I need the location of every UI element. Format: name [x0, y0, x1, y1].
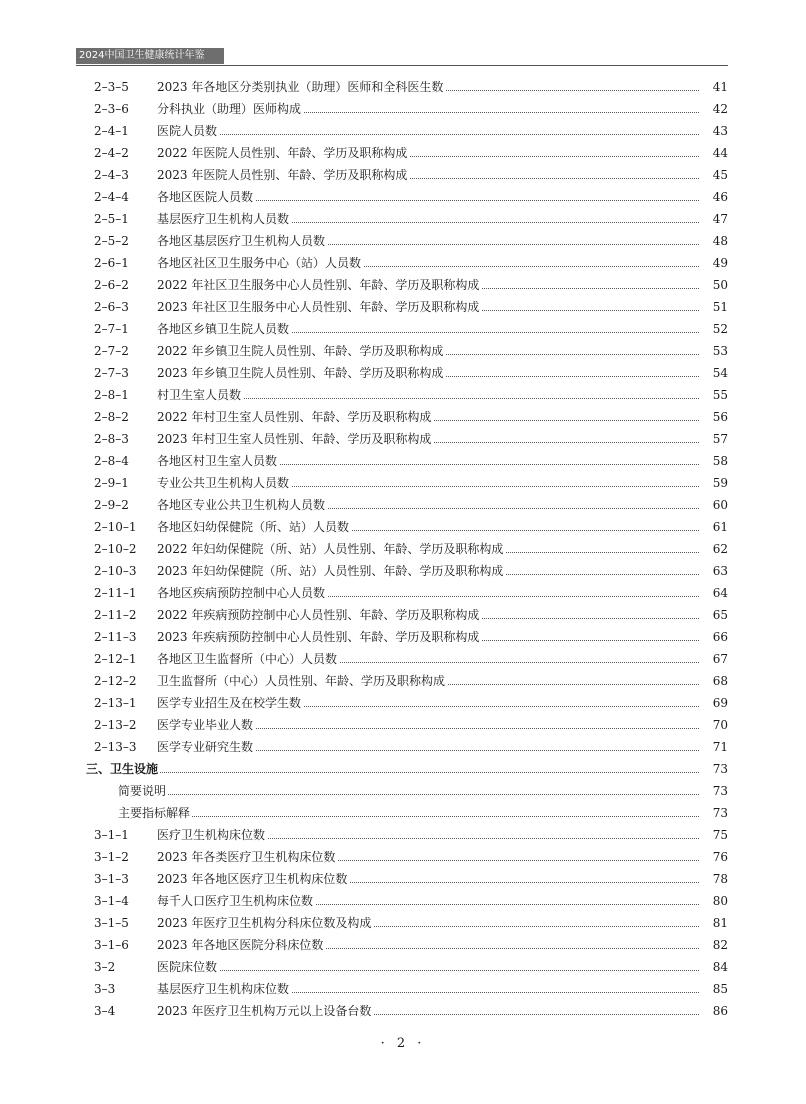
- toc-entry-number: 2–4–4: [94, 190, 129, 204]
- toc-entry-page: 58: [712, 454, 728, 468]
- toc-subentry[interactable]: [0, 780, 806, 802]
- toc-entry[interactable]: [0, 956, 806, 978]
- toc-entry-leader: [157, 912, 699, 934]
- toc-entry-title: 各地区基层医疗卫生机构人员数: [157, 234, 326, 248]
- toc-entry-title: 2023 年村卫生室人员性别、年龄、学历及职称构成: [157, 432, 432, 446]
- toc-entry-number: 2–8–3: [94, 432, 129, 446]
- toc-entry-number: 2–5–2: [94, 234, 129, 248]
- toc-entry-page: 73: [712, 784, 728, 798]
- toc-entry-number: 2–8–2: [94, 410, 129, 424]
- toc-entry[interactable]: [0, 670, 806, 692]
- toc-entry-page: 64: [712, 586, 728, 600]
- toc-entry-page: 50: [712, 278, 728, 292]
- toc-entry-title: 2022 年村卫生室人员性别、年龄、学历及职称构成: [157, 410, 432, 424]
- toc-entry[interactable]: [0, 714, 806, 736]
- toc-entry[interactable]: [0, 318, 806, 340]
- toc-entry-number: 2–4–1: [94, 124, 129, 138]
- toc-entry-leader: [157, 560, 699, 582]
- toc-entry-title: 各地区医院人员数: [157, 190, 254, 204]
- toc-entry[interactable]: [0, 98, 806, 120]
- toc-entry-page: 41: [712, 80, 728, 94]
- toc-entry-leader: [157, 692, 699, 714]
- toc-entry-number: 3–1–5: [94, 916, 129, 930]
- toc-entry-leader: [157, 956, 699, 978]
- toc-entry-leader: [157, 252, 699, 274]
- toc-entry-page: 73: [712, 762, 728, 776]
- toc-entry[interactable]: [0, 384, 806, 406]
- toc-entry-page: 49: [712, 256, 728, 270]
- toc-entry[interactable]: [0, 142, 806, 164]
- toc-entry-title: 分科执业（助理）医师构成: [157, 102, 302, 116]
- toc-entry-title: 2022 年医院人员性别、年龄、学历及职称构成: [157, 146, 408, 160]
- toc-entry-leader: [157, 142, 699, 164]
- toc-entry-page: 86: [712, 1004, 728, 1018]
- toc-entry-page: 60: [712, 498, 728, 512]
- toc-entry-leader: [157, 76, 699, 98]
- toc-entry-title: 基层医疗卫生机构床位数: [157, 982, 290, 996]
- toc-entry-number: 2–5–1: [94, 212, 129, 226]
- toc-entry-title: 2023 年妇幼保健院（所、站）人员性别、年龄、学历及职称构成: [157, 564, 504, 578]
- toc-entry-page: 82: [712, 938, 728, 952]
- toc-entry-title: 医院床位数: [157, 960, 218, 974]
- toc-entry[interactable]: [0, 340, 806, 362]
- toc-entry-title: 各地区卫生监督所（中心）人员数: [157, 652, 338, 666]
- toc-entry-leader: [157, 1000, 699, 1022]
- toc-entry[interactable]: [0, 494, 806, 516]
- toc-entry-title: 各地区妇幼保健院（所、站）人员数: [157, 520, 350, 534]
- toc-entry-page: 51: [712, 300, 728, 314]
- toc-entry-title: 每千人口医疗卫生机构床位数: [157, 894, 314, 908]
- toc-entry-title: 2022 年妇幼保健院（所、站）人员性别、年龄、学历及职称构成: [157, 542, 504, 556]
- toc-entry[interactable]: [0, 692, 806, 714]
- toc-entry-leader: [157, 648, 699, 670]
- toc-entry-leader: [157, 626, 699, 648]
- toc-entry[interactable]: [0, 736, 806, 758]
- toc-entry-number: 2–6–3: [94, 300, 129, 314]
- toc-entry[interactable]: [0, 164, 806, 186]
- toc-entry[interactable]: [0, 868, 806, 890]
- toc-entry-number: 3–1–4: [94, 894, 129, 908]
- toc-entry-title: 医学专业研究生数: [157, 740, 254, 754]
- toc-entry-page: 67: [712, 652, 728, 666]
- toc-entry-leader: [157, 934, 699, 956]
- toc-entry-number: 2–3–5: [94, 80, 129, 94]
- toc-entry-page: 66: [712, 630, 728, 644]
- toc-entry-page: 71: [712, 740, 728, 754]
- toc-entry-number: 3–1–3: [94, 872, 129, 886]
- toc-entry-number: 2–8–1: [94, 388, 129, 402]
- toc-entry-page: 48: [712, 234, 728, 248]
- toc-entry-leader: [118, 802, 699, 824]
- toc-entry-title: 2023 年疾病预防控制中心人员性别、年龄、学历及职称构成: [157, 630, 480, 644]
- toc-entry-leader: [157, 186, 699, 208]
- toc-entry-leader: [157, 868, 699, 890]
- toc-entry-leader: [157, 296, 699, 318]
- toc-entry-page: 47: [712, 212, 728, 226]
- toc-entry-title: 各地区疾病预防控制中心人员数: [157, 586, 326, 600]
- toc-entry[interactable]: [0, 76, 806, 98]
- toc-entry[interactable]: [0, 846, 806, 868]
- toc-entry-title: 简要说明: [118, 784, 167, 798]
- toc-entry-page: 80: [712, 894, 728, 908]
- toc-entry[interactable]: [0, 648, 806, 670]
- toc-entry-leader: [157, 670, 699, 692]
- toc-entry-page: 84: [712, 960, 728, 974]
- toc-entry[interactable]: [0, 604, 806, 626]
- toc-entry-leader: [157, 978, 699, 1000]
- toc-entry-page: 54: [712, 366, 728, 380]
- toc-entry-number: 2–6–2: [94, 278, 129, 292]
- toc-entry-number: 2–4–2: [94, 146, 129, 160]
- toc-entry-leader: [157, 384, 699, 406]
- toc-entry-number: 2–7–2: [94, 344, 129, 358]
- toc-entry-leader: [157, 582, 699, 604]
- toc-entry-title: 2023 年社区卫生服务中心人员性别、年龄、学历及职称构成: [157, 300, 480, 314]
- toc-entry-leader: [118, 780, 699, 802]
- toc-entry-page: 68: [712, 674, 728, 688]
- toc-entry-title: 各地区村卫生室人员数: [157, 454, 278, 468]
- toc-entry-title: 村卫生室人员数: [157, 388, 242, 402]
- toc-entry-number: 3–1–2: [94, 850, 129, 864]
- toc-entry-leader: [157, 472, 699, 494]
- toc-entry-number: 2–13–2: [94, 718, 137, 732]
- toc-entry-page: 76: [712, 850, 728, 864]
- toc-subentry[interactable]: [0, 802, 806, 824]
- toc-entry[interactable]: [0, 560, 806, 582]
- toc-entry-title: 专业公共卫生机构人员数: [157, 476, 290, 490]
- table-of-contents: [0, 76, 806, 1022]
- toc-entry-number: 2–9–2: [94, 498, 129, 512]
- running-header: 2024中国卫生健康统计年鉴: [76, 48, 224, 64]
- toc-entry-leader: [157, 164, 699, 186]
- toc-entry[interactable]: [0, 626, 806, 648]
- toc-entry-title: 2023 年医疗卫生机构分科床位数及构成: [157, 916, 372, 930]
- toc-entry-number: 3–1–1: [94, 828, 129, 842]
- toc-entry-page: 57: [712, 432, 728, 446]
- toc-entry-page: 42: [712, 102, 728, 116]
- toc-entry-title: 2023 年乡镇卫生院人员性别、年龄、学历及职称构成: [157, 366, 444, 380]
- toc-entry[interactable]: [0, 274, 806, 296]
- toc-entry-leader: [157, 824, 699, 846]
- toc-entry-title: 基层医疗卫生机构人员数: [157, 212, 290, 226]
- toc-entry-page: 43: [712, 124, 728, 138]
- toc-entry[interactable]: [0, 516, 806, 538]
- toc-entry-number: 2–9–1: [94, 476, 129, 490]
- toc-entry-leader: [157, 890, 699, 912]
- toc-entry-leader: [157, 340, 699, 362]
- toc-entry-number: 2–3–6: [94, 102, 129, 116]
- toc-entry-title: 医学专业毕业人数: [157, 718, 254, 732]
- toc-entry-title: 主要指标解释: [118, 806, 191, 820]
- toc-entry[interactable]: [0, 252, 806, 274]
- toc-entry-page: 70: [712, 718, 728, 732]
- toc-entry-leader: [86, 758, 699, 780]
- toc-entry[interactable]: [0, 186, 806, 208]
- toc-entry-number: 3–4: [94, 1004, 116, 1018]
- toc-entry-page: 45: [712, 168, 728, 182]
- toc-entry[interactable]: [0, 120, 806, 142]
- toc-entry-page: 62: [712, 542, 728, 556]
- toc-entry-number: 3–2: [94, 960, 116, 974]
- toc-entry-number: 2–11–3: [94, 630, 137, 644]
- toc-entry-title: 医疗卫生机构床位数: [157, 828, 266, 842]
- toc-entry-page: 59: [712, 476, 728, 490]
- toc-entry-page: 46: [712, 190, 728, 204]
- header-rule: [76, 65, 728, 66]
- toc-entry-leader: [157, 208, 699, 230]
- toc-entry[interactable]: [0, 296, 806, 318]
- toc-entry-page: 65: [712, 608, 728, 622]
- toc-entry-leader: [157, 714, 699, 736]
- toc-entry-leader: [157, 538, 699, 560]
- toc-entry[interactable]: [0, 450, 806, 472]
- toc-entry[interactable]: [0, 230, 806, 252]
- toc-entry-title: 2022 年社区卫生服务中心人员性别、年龄、学历及职称构成: [157, 278, 480, 292]
- toc-entry-title: 各地区乡镇卫生院人员数: [157, 322, 290, 336]
- toc-entry-page: 73: [712, 806, 728, 820]
- toc-entry-title: 2023 年各地区医疗卫生机构床位数: [157, 872, 348, 886]
- toc-entry-page: 61: [712, 520, 728, 534]
- toc-entry-title: 2023 年医院人员性别、年龄、学历及职称构成: [157, 168, 408, 182]
- toc-entry-number: 2–8–4: [94, 454, 129, 468]
- toc-entry-title: 卫生监督所（中心）人员性别、年龄、学历及职称构成: [157, 674, 446, 688]
- toc-entry[interactable]: [0, 538, 806, 560]
- toc-entry-page: 81: [712, 916, 728, 930]
- toc-entry-title: 2022 年疾病预防控制中心人员性别、年龄、学历及职称构成: [157, 608, 480, 622]
- toc-entry-page: 75: [712, 828, 728, 842]
- toc-entry-page: 63: [712, 564, 728, 578]
- toc-entry-title: 各地区社区卫生服务中心（站）人员数: [157, 256, 362, 270]
- toc-entry[interactable]: [0, 428, 806, 450]
- toc-entry-page: 78: [712, 872, 728, 886]
- toc-entry-number: 2–12–1: [94, 652, 137, 666]
- toc-entry-page: 52: [712, 322, 728, 336]
- toc-entry-number: 3–3: [94, 982, 116, 996]
- toc-entry-leader: [157, 846, 699, 868]
- toc-entry-number: 3–1–6: [94, 938, 129, 952]
- toc-entry-leader: [157, 736, 699, 758]
- toc-entry-title: 2023 年各类医疗卫生机构床位数: [157, 850, 336, 864]
- toc-entry-page: 56: [712, 410, 728, 424]
- toc-entry-page: 55: [712, 388, 728, 402]
- toc-entry-number: 2–13–1: [94, 696, 137, 710]
- toc-entry-number: 2–11–1: [94, 586, 137, 600]
- toc-entry-number: 2–7–3: [94, 366, 129, 380]
- toc-entry-leader: [157, 494, 699, 516]
- toc-entry-leader: [157, 362, 699, 384]
- toc-entry[interactable]: [0, 362, 806, 384]
- toc-entry-number: 2–11–2: [94, 608, 137, 622]
- toc-entry-title: 2023 年各地区分类别执业（助理）医师和全科医生数: [157, 80, 444, 94]
- toc-entry-leader: [157, 120, 699, 142]
- toc-entry[interactable]: [0, 934, 806, 956]
- toc-entry[interactable]: [0, 472, 806, 494]
- toc-entry[interactable]: [0, 890, 806, 912]
- toc-entry-leader: [157, 428, 699, 450]
- toc-entry-title: 医学专业招生及在校学生数: [157, 696, 302, 710]
- toc-entry[interactable]: [0, 582, 806, 604]
- toc-entry-number: 2–4–3: [94, 168, 129, 182]
- toc-entry-title: 2023 年医疗卫生机构万元以上设备台数: [157, 1004, 372, 1018]
- toc-entry-page: 44: [712, 146, 728, 160]
- toc-entry-leader: [157, 604, 699, 626]
- toc-entry-number: 2–10–2: [94, 542, 137, 556]
- toc-entry-title: 2022 年乡镇卫生院人员性别、年龄、学历及职称构成: [157, 344, 444, 358]
- toc-entry-leader: [157, 516, 699, 538]
- toc-entry-leader: [157, 98, 699, 120]
- toc-entry-number: 2–13–3: [94, 740, 137, 754]
- toc-entry-title: 医院人员数: [157, 124, 218, 138]
- toc-entry-page: 53: [712, 344, 728, 358]
- toc-entry-number: 2–10–3: [94, 564, 137, 578]
- toc-entry[interactable]: [0, 824, 806, 846]
- toc-entry[interactable]: [0, 1000, 806, 1022]
- toc-entry-leader: [157, 274, 699, 296]
- toc-entry-leader: [157, 318, 699, 340]
- toc-entry[interactable]: [0, 978, 806, 1000]
- toc-entry-leader: [157, 406, 699, 428]
- toc-entry-title: 三、卫生设施: [86, 762, 159, 776]
- toc-entry-number: 2–12–2: [94, 674, 137, 688]
- toc-entry[interactable]: [0, 208, 806, 230]
- toc-section-heading[interactable]: [0, 758, 806, 780]
- toc-entry[interactable]: [0, 406, 806, 428]
- page-number: · 2 ·: [380, 1036, 426, 1051]
- toc-entry-leader: [157, 450, 699, 472]
- toc-entry-page: 85: [712, 982, 728, 996]
- toc-entry-page: 69: [712, 696, 728, 710]
- toc-entry-number: 2–10–1: [94, 520, 137, 534]
- toc-entry-title: 各地区专业公共卫生机构人员数: [157, 498, 326, 512]
- toc-entry-number: 2–7–1: [94, 322, 129, 336]
- toc-entry[interactable]: [0, 912, 806, 934]
- toc-entry-number: 2–6–1: [94, 256, 129, 270]
- toc-entry-leader: [157, 230, 699, 252]
- toc-entry-title: 2023 年各地区医院分科床位数: [157, 938, 324, 952]
